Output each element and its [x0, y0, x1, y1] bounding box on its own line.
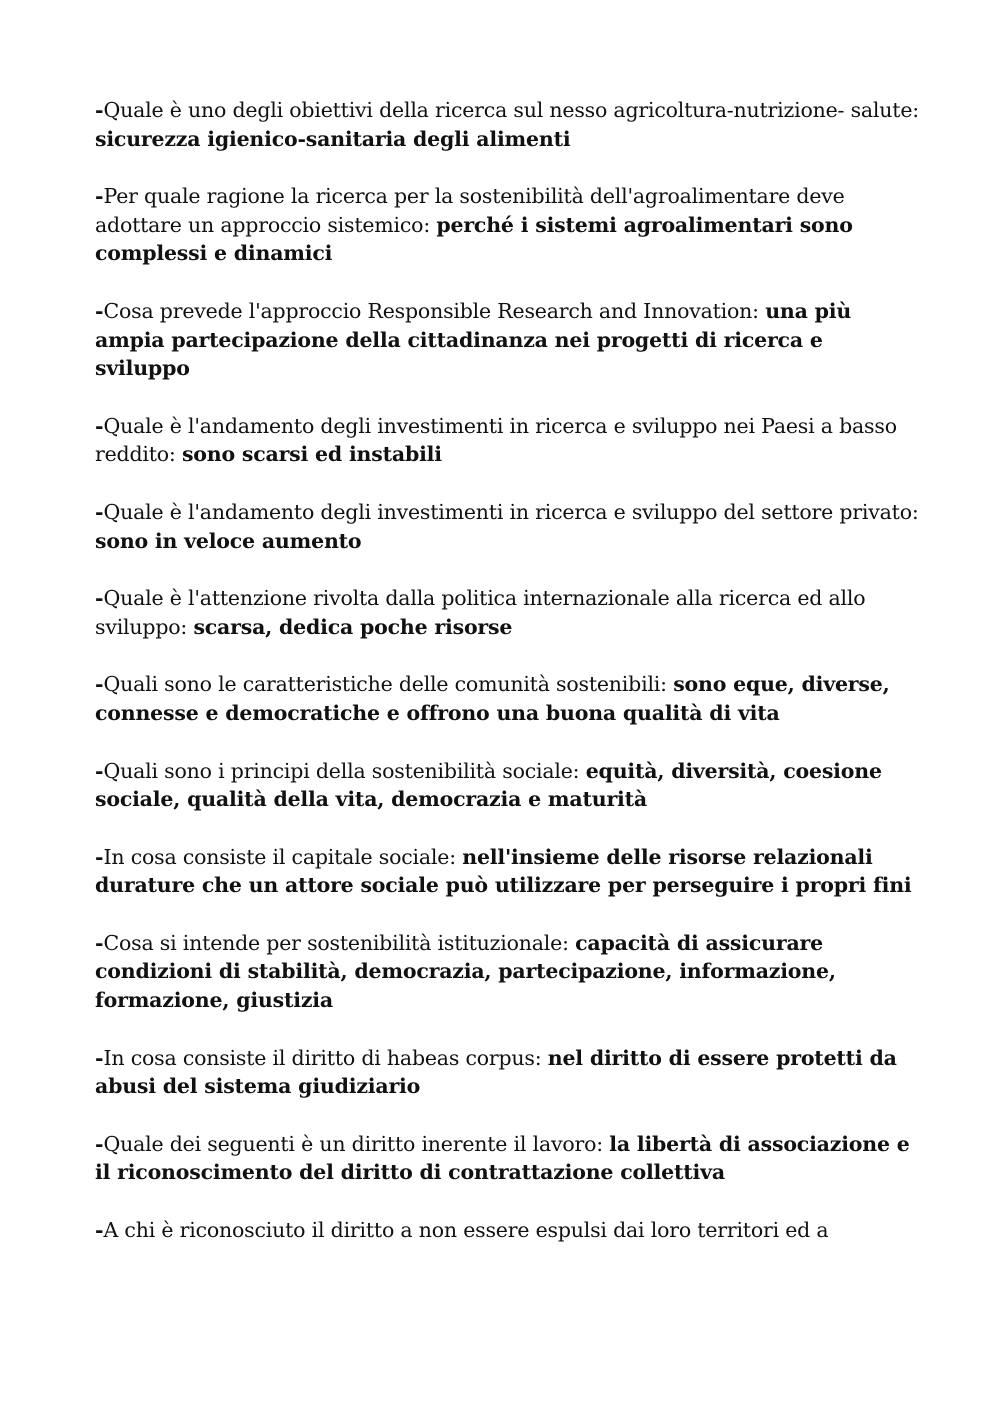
qa-item-2	[95, 182, 920, 268]
dash: -	[95, 499, 104, 524]
answer-text: perché i sistemi agroalimentari sono complessi e dinamici	[95, 212, 853, 266]
answer-text: nel diritto di essere protetti da abusi del sistema giudiziario	[95, 1045, 897, 1099]
dash: -	[95, 844, 104, 869]
answer-text: la libertà di associazione e il riconoscimento del diritto di contrattazione collettiva	[95, 1131, 910, 1185]
question-text: Quale è l'andamento degli investimenti in ricerca e sviluppo del settore privato:	[103, 499, 919, 524]
qa-item-1	[95, 96, 920, 153]
answer-text: una più ampia partecipazione della cittadinanza nei progetti di ricerca e sviluppo	[95, 298, 852, 381]
question-text: In cosa consiste il diritto di habeas corpus:	[103, 1045, 548, 1070]
dash: -	[95, 930, 104, 955]
question-text: Cosa si intende per sostenibilità istituzionale:	[103, 930, 576, 955]
qa-item-9	[95, 843, 920, 900]
dash: -	[95, 98, 104, 122]
dash: -	[95, 672, 104, 697]
question-text: Quale è l'andamento degli investimenti in ricerca e sviluppo nei Paesi a basso reddito:	[95, 413, 897, 467]
dash: -	[95, 1131, 104, 1156]
qa-item-10	[95, 929, 920, 1015]
question-text: A chi è riconosciuto il diritto a non essere espulsi dai loro territori ed a	[103, 1218, 829, 1243]
dash: -	[95, 1218, 104, 1243]
question-text: Quali sono le caratteristiche delle comunità sostenibili:	[103, 672, 674, 697]
question-text: Quale è uno degli obiettivi della ricerca sul nesso agricoltura-nutrizione- salute:	[103, 98, 919, 122]
document-page	[95, 96, 920, 1274]
question-text: Quali sono i principi della sostenibilità sociale:	[103, 758, 586, 783]
answer-text: equità, diversità, coesione sociale, qualità della vita, democrazia e maturità	[95, 758, 882, 812]
qa-item-13	[95, 1216, 920, 1245]
dash: -	[95, 1045, 104, 1070]
answer-text: sono in veloce aumento	[95, 528, 362, 553]
question-text: Quale è l'attenzione rivolta dalla politica internazionale alla ricerca ed allo sviluppo:	[95, 586, 866, 639]
dash: -	[95, 184, 104, 209]
qa-item-11	[95, 1044, 920, 1101]
dash: -	[95, 586, 104, 611]
question-text: In cosa consiste il capitale sociale:	[103, 844, 463, 869]
answer-text: capacità di assicurare condizioni di stabilità, democrazia, partecipazione, informazione, formazione, giustizia	[95, 930, 836, 1013]
qa-item-12	[95, 1130, 920, 1187]
question-text: Cosa prevede l'approccio Responsible Research and Innovation:	[103, 298, 766, 323]
answer-text: sicurezza igienico-sanitaria degli alimenti	[95, 126, 571, 151]
qa-item-6	[95, 584, 920, 641]
qa-item-8	[95, 757, 920, 814]
qa-item-5	[95, 498, 920, 555]
qa-item-3	[95, 297, 920, 383]
qa-item-4	[95, 412, 920, 469]
dash: -	[95, 298, 104, 323]
answer-text: sono eque, diverse, connesse e democratiche e offrono una buona qualità di vita	[95, 672, 890, 725]
question-text: Per quale ragione la ricerca per la sostenibilità dell'agroalimentare deve adottare un approccio sistemico:	[95, 184, 845, 237]
dash: -	[95, 758, 104, 783]
answer-text: sono scarsi ed instabili	[181, 442, 442, 467]
dash: -	[95, 413, 104, 438]
answer-text: nell'insieme delle risorse relazionali durature che un attore sociale può utilizzare per perseguire i propri fini	[95, 844, 912, 898]
question-text: Quale dei seguenti è un diritto inerente il lavoro:	[103, 1131, 610, 1156]
answer-text: scarsa, dedica poche risorse	[193, 614, 513, 639]
qa-item-7	[95, 670, 920, 727]
